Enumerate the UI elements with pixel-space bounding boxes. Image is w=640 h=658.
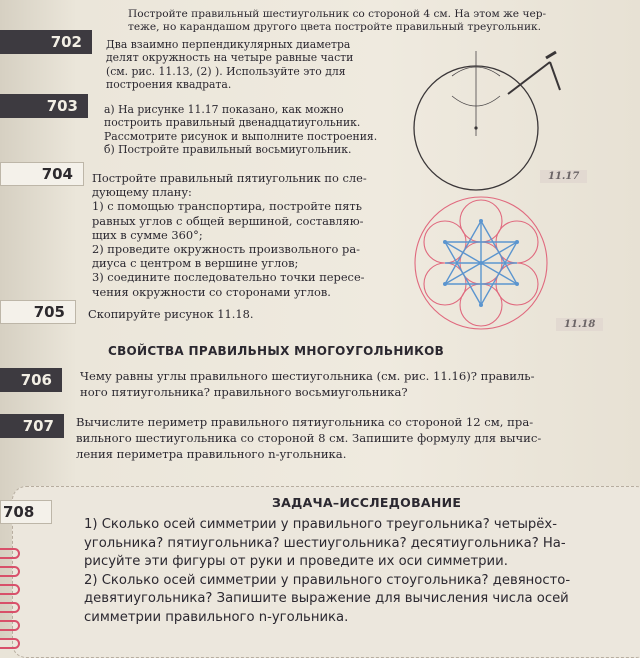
top-problem-text: Постройте правильный шестиугольник со стороной 4 см. На этом же чер- теже, но карандашом другого цвета постройте правильный треугольник. xyxy=(128,8,547,33)
problem-702-text: Два взаимно перпендикулярных диаметра делят окружность на четыре равные части (см. рис. 11.13, (2) ). Используйте это для построения квадрата. xyxy=(106,38,354,92)
problem-706-text: Чему равны углы правильного шестиугольника (см. рис. 11.16)? правиль- ного пятиугольника? правильного восьмиугольника? xyxy=(80,369,535,399)
problem-number-702: 702 xyxy=(0,30,92,54)
research-text: 1) Сколько осей симметрии у правильного треугольника? четырёх- угольника? пятиугольника? шестиугольника? десятиугольника? На- рисуйте эти фигуры от руки и проведите их оси симметрии. 2) Сколько осей симметрии у правильного стоугольника? девяносто- девятиугольника? Запишите выражение для вычисления числа осей симметрии правильного n-угольника. xyxy=(84,517,571,625)
figure-11-18 xyxy=(412,190,562,340)
section-heading: СВОЙСТВА ПРАВИЛЬНЫХ МНОГОУГОЛЬНИКОВ xyxy=(108,344,445,358)
problem-number-708: 708 xyxy=(0,500,52,524)
problem-number-703: 703 xyxy=(0,94,88,118)
problem-705-text: Скопируйте рисунок 11.18. xyxy=(88,307,254,321)
problem-707-text: Вычислите периметр правильного пятиугольника со стороной 12 см, пра- вильного шестиугольника со стороной 8 см. Запишите формулу для вычис- ления периметра правильного n-угольника. xyxy=(76,415,542,461)
problem-number-707: 707 xyxy=(0,414,64,438)
figure-label-11-17: 11.17 xyxy=(540,170,587,183)
research-heading: ЗАДАЧА–ИССЛЕДОВАНИЕ xyxy=(272,495,462,510)
problem-703-text: а) На рисунке 11.17 показано, как можно построить правильный двенадцатиугольник. Рассмотрите рисунок и выполните построения. б) Постройте правильный восьмиугольник. xyxy=(104,103,378,157)
problem-number-704: 704 xyxy=(0,162,84,186)
problem-number-705: 705 xyxy=(0,300,76,324)
problem-704-text: Постройте правильный пятиугольник по сле- дующему плану: 1) с помощью транспортира, постройте пять равных углов с общей вершиной, составляю- щих в сумме 360°; 2) проведите окружность произвольного ра- диуса с центром в вершине углов; 3) соедините последовательно точки пересе- чения окружности со сторонами углов. xyxy=(92,171,367,299)
problem-number-706: 706 xyxy=(0,368,62,392)
figure-label-11-18: 11.18 xyxy=(556,318,603,331)
